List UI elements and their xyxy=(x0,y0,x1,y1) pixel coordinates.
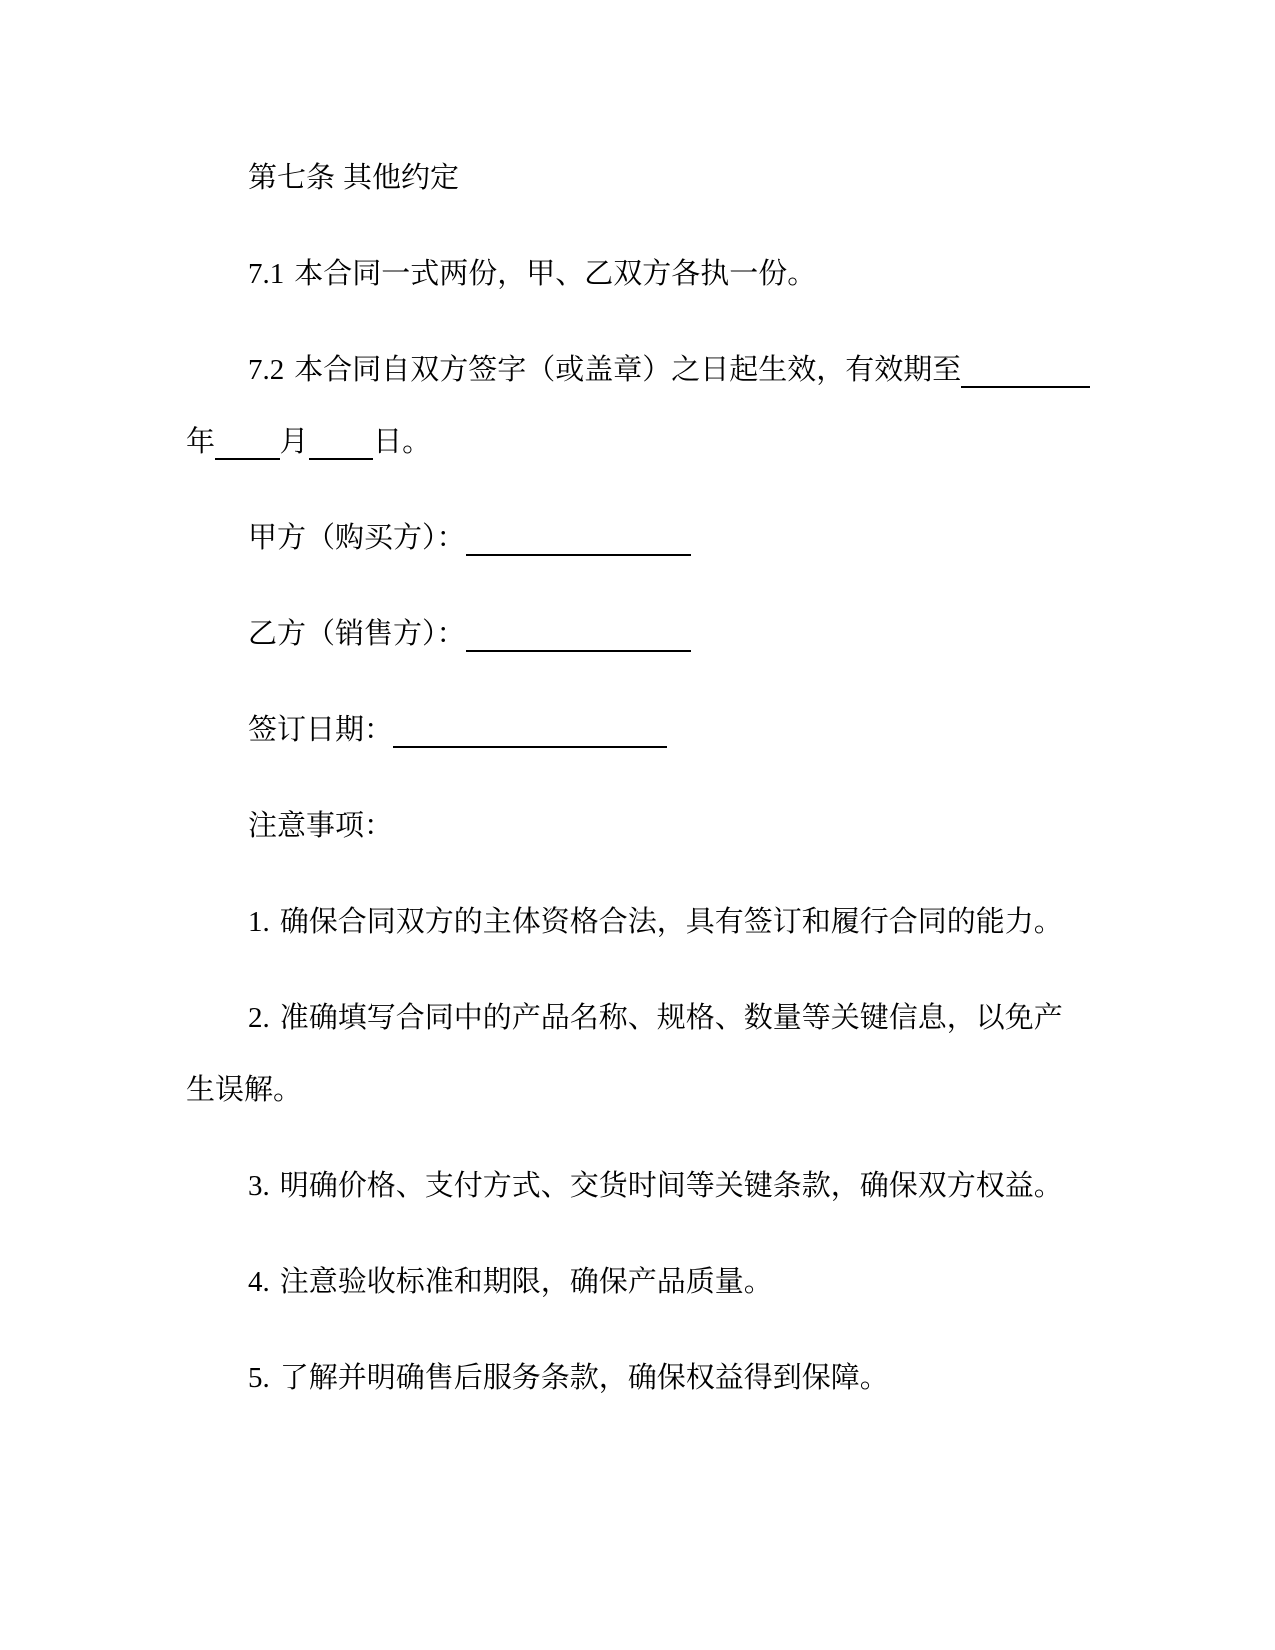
text-run: 本合同一式两份，甲、乙双方各执一份。 xyxy=(294,258,817,290)
note-1 xyxy=(186,886,1075,958)
blank-valid-until-day[interactable] xyxy=(309,426,374,460)
text-run: 甲方（购买方）： xyxy=(248,522,466,554)
clause-number: 7.2 xyxy=(248,354,285,386)
blank-party-a-name[interactable] xyxy=(466,522,692,556)
note-2-line-1 xyxy=(186,982,1075,1054)
text-run: 了解并明确售后服务条款，确保权益得到保障。 xyxy=(279,1362,889,1394)
clause-number: 7.1 xyxy=(248,258,285,290)
clause-number: 2. xyxy=(248,1002,270,1034)
blank-signing-date[interactable] xyxy=(393,714,667,748)
text-run: 月 xyxy=(279,426,309,458)
text-run: 日。 xyxy=(373,426,432,458)
text-run: 签订日期： xyxy=(248,714,394,746)
blank-valid-until-year[interactable] xyxy=(961,354,1090,388)
party-a-line xyxy=(186,502,1075,574)
clause-number: 5. xyxy=(248,1362,270,1394)
text-run: 注意验收标准和期限，确保产品质量。 xyxy=(279,1266,773,1298)
blank-valid-until-month[interactable] xyxy=(215,426,280,460)
blank-party-b-name[interactable] xyxy=(466,618,692,652)
note-3 xyxy=(186,1150,1075,1222)
clause-number: 4. xyxy=(248,1266,270,1298)
text-run: 注意事项： xyxy=(248,810,394,842)
text-run: 第七条 其他约定 xyxy=(248,162,460,194)
clause-number: 1. xyxy=(248,906,270,938)
text-run: 确保合同双方的主体资格合法，具有签订和履行合同的能力。 xyxy=(279,906,1063,938)
text-run: 准确填写合同中的产品名称、规格、数量等关键信息，以免产 xyxy=(279,1002,1063,1034)
note-4 xyxy=(186,1246,1075,1318)
note-5 xyxy=(186,1342,1075,1414)
text-run: 生误解。 xyxy=(186,1074,303,1106)
contract-document-body xyxy=(186,142,1075,1414)
clause-7-2-line-2 xyxy=(186,406,1075,478)
notes-heading xyxy=(186,790,1075,862)
signing-date-line xyxy=(186,694,1075,766)
text-run: 本合同自双方签字（或盖章）之日起生效，有效期至 xyxy=(294,354,962,386)
text-run: 明确价格、支付方式、交货时间等关键条款，确保双方权益。 xyxy=(279,1170,1063,1202)
party-b-line xyxy=(186,598,1075,670)
clause-heading xyxy=(186,142,1075,214)
text-run: 乙方（销售方）： xyxy=(248,618,466,650)
clause-7-1 xyxy=(186,238,1075,310)
text-run: 年 xyxy=(186,426,216,458)
clause-7-2-line-1 xyxy=(186,334,1075,406)
note-2-line-2 xyxy=(186,1054,1075,1126)
clause-number: 3. xyxy=(248,1170,270,1202)
